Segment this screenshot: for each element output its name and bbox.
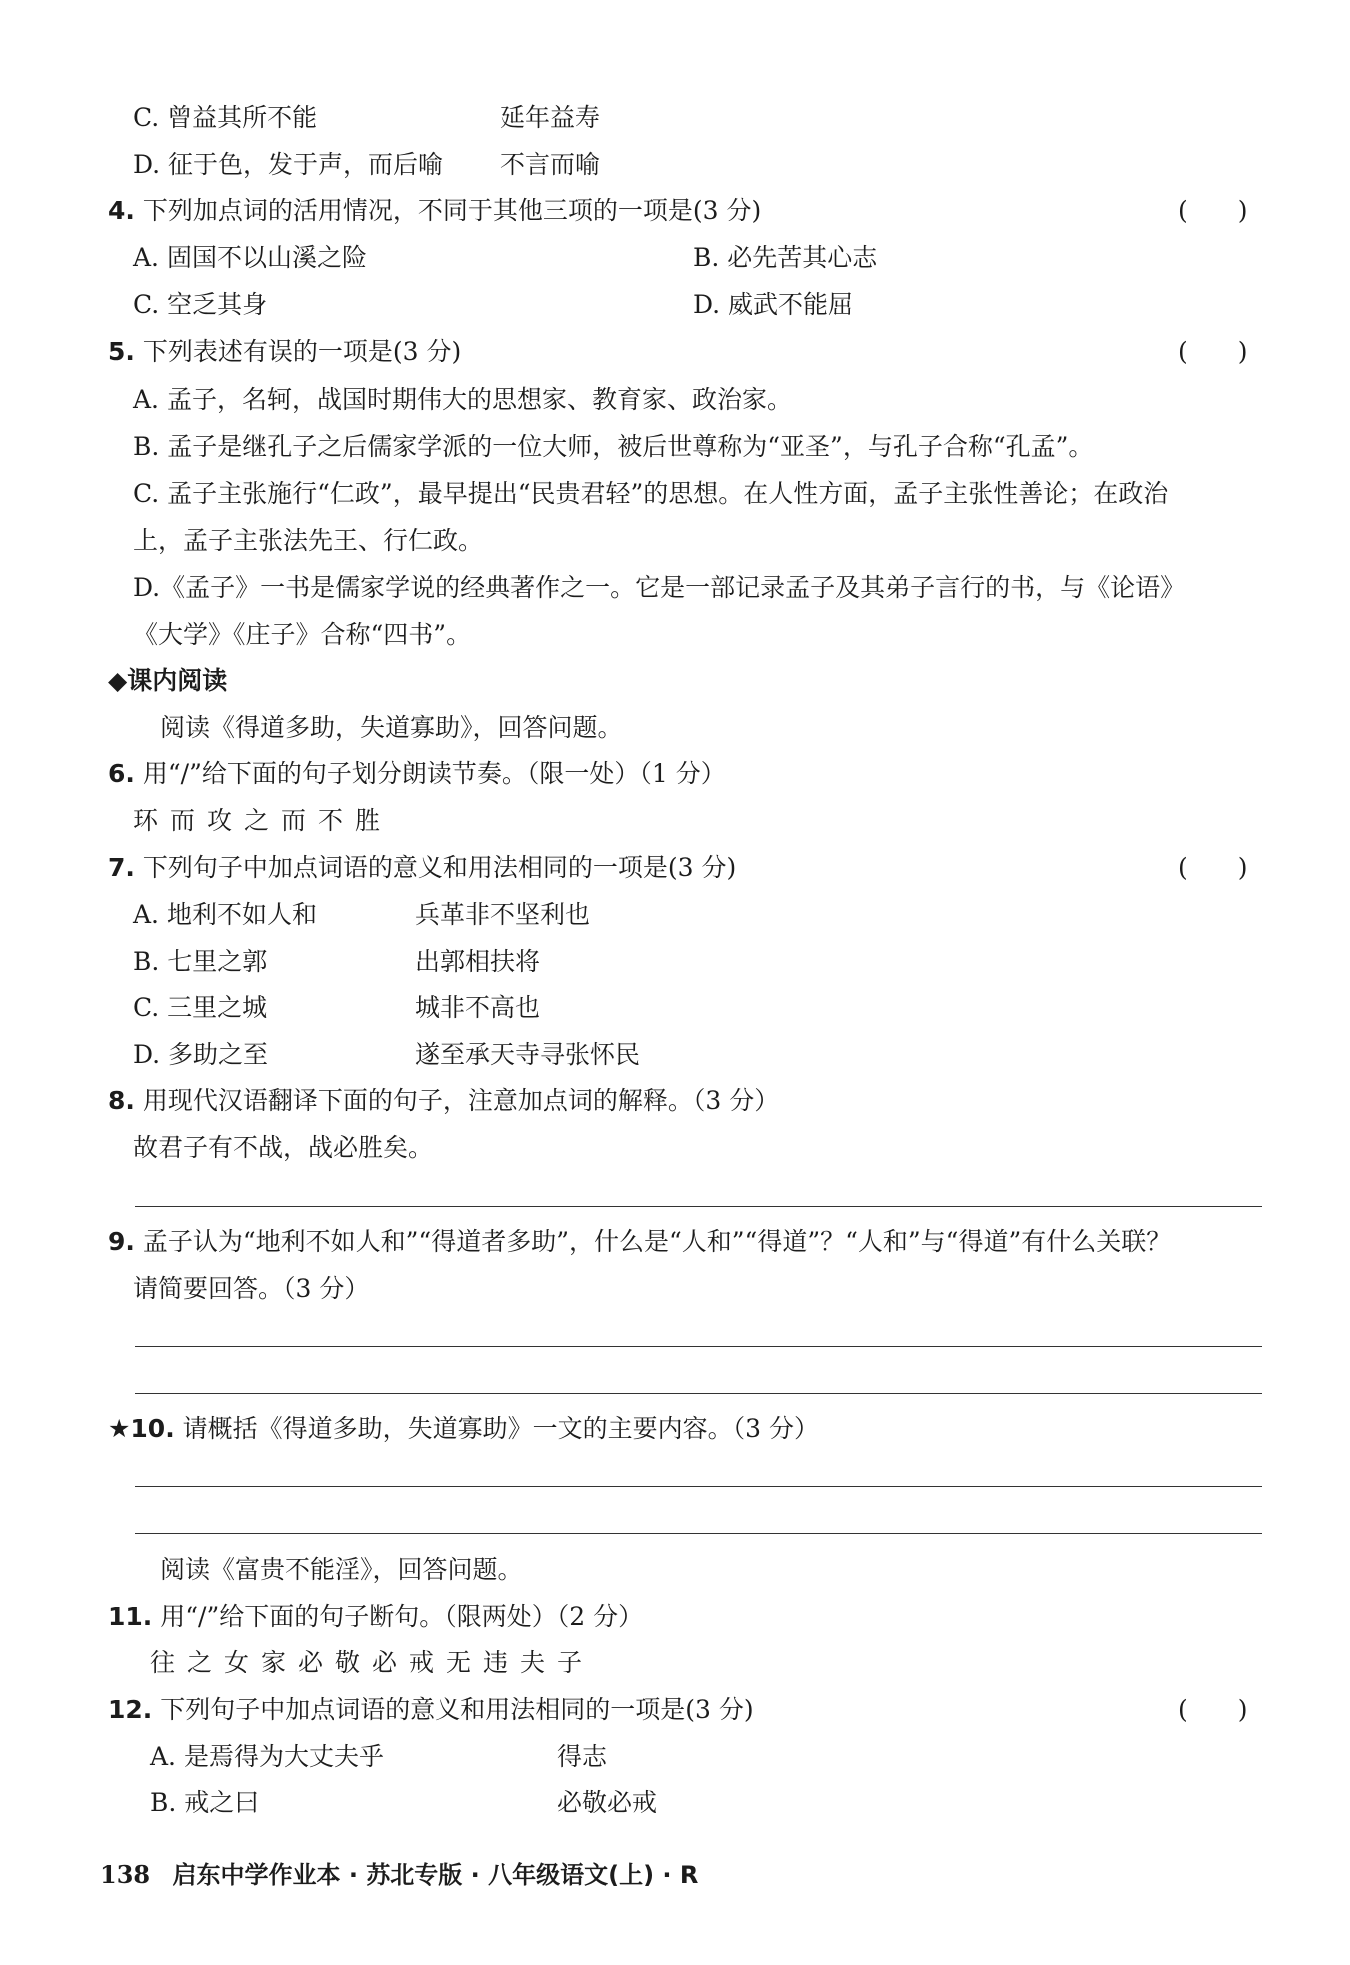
q12-option-a-compare: 得志: [557, 1742, 608, 1771]
q4-answer-paren[interactable]: ( ): [1178, 196, 1248, 225]
q9-stem-text: 孟子认为“地利不如人和”“得道者多助”，什么是“人和”“得道”？“人和”与“得道”有什么关联？: [142, 1227, 1172, 1256]
q9-answer-line-2[interactable]: [135, 1393, 1262, 1394]
page-footer: [100, 1858, 698, 1892]
q10-stem-text: 请概括《得道多助，失道寡助》一文的主要内容。（3 分）: [182, 1414, 820, 1443]
q7-option-a-compare: 兵革非不坚利也: [415, 900, 591, 929]
q11-number: 11.: [108, 1602, 153, 1631]
section-title: ◆课内阅读: [108, 666, 228, 695]
q7-number: 7.: [108, 853, 135, 882]
q3-option-d: D. 征于色，发于声，而后喻: [133, 150, 444, 179]
q7-option-b-compare: 出郭相扶将: [415, 947, 541, 976]
q7-stem-text: 下列句子中加点词语的意义和用法相同的一项是(3 分): [142, 853, 737, 882]
q4-stem: [108, 194, 761, 228]
q4-option-d: D. 威武不能屈: [693, 290, 854, 319]
q10-stem: [108, 1412, 819, 1446]
q12-answer-paren[interactable]: ( ): [1178, 1695, 1248, 1724]
q5-option-c-cont: 上，孟子主张法先王、行仁政。: [133, 526, 484, 555]
q7-option-b: B. 七里之郭: [133, 947, 268, 976]
q8-answer-line[interactable]: [135, 1206, 1262, 1207]
q8-sentence: 故君子有不战，战必胜矣。: [133, 1133, 434, 1162]
page-number: 138: [100, 1860, 151, 1889]
q10-number: ★10.: [108, 1414, 175, 1443]
reading-intro-1: 阅读《得道多助，失道寡助》，回答问题。: [160, 713, 623, 742]
q5-option-d: D.《孟子》一书是儒家学说的经典著作之一。它是一部记录孟子及其弟子言行的书，与《论语》: [133, 573, 1186, 602]
q12-stem: [108, 1693, 754, 1727]
q3-option-c: C. 曾益其所不能: [133, 103, 318, 132]
q12-option-b: B. 戒之曰: [150, 1788, 260, 1817]
q5-answer-paren[interactable]: ( ): [1178, 337, 1248, 366]
q4-option-a: A. 固国不以山溪之险: [133, 243, 367, 272]
q8-stem-text: 用现代汉语翻译下面的句子，注意加点词的解释。（3 分）: [142, 1086, 780, 1115]
q7-stem: [108, 851, 736, 885]
q11-stem-text: 用“/”给下面的句子断句。（限两处）（2 分）: [160, 1602, 644, 1631]
q5-stem: [108, 335, 461, 369]
q6-number: 6.: [108, 759, 135, 788]
q3-option-c-compare: 延年益寿: [500, 103, 601, 132]
q8-number: 8.: [108, 1086, 135, 1115]
q11-stem: [108, 1600, 643, 1634]
q4-option-b: B. 必先苦其心志: [693, 243, 878, 272]
q7-option-a: A. 地利不如人和: [133, 900, 317, 929]
q7-option-d: D. 多助之至: [133, 1040, 269, 1069]
q12-option-b-compare: 必敬必戒: [557, 1788, 658, 1817]
q6-sentence: 环而攻之而不胜: [133, 806, 393, 835]
book-title: 启东中学作业本 · 苏北专版 · 八年级语文(上) · R: [172, 1861, 699, 1889]
q9-stem-cont: 请简要回答。（3 分）: [133, 1274, 370, 1303]
q5-option-a: A. 孟子，名轲，战国时期伟大的思想家、教育家、政治家。: [133, 385, 792, 414]
q6-stem-text: 用“/”给下面的句子划分朗读节奏。（限一处）（1 分）: [142, 759, 726, 788]
q5-stem-text: 下列表述有误的一项是(3 分): [142, 337, 462, 366]
q5-option-b: B. 孟子是继孔子之后儒家学派的一位大师，被后世尊称为“亚圣”，与孔子合称“孔孟”。: [133, 432, 1094, 461]
q9-stem: [108, 1225, 1171, 1259]
q4-stem-text: 下列加点词的活用情况，不同于其他三项的一项是(3 分): [142, 196, 762, 225]
q12-option-a: A. 是焉得为大丈夫乎: [150, 1742, 384, 1771]
reading-intro-2: 阅读《富贵不能淫》，回答问题。: [160, 1555, 523, 1584]
q7-option-c: C. 三里之城: [133, 993, 268, 1022]
q12-stem-text: 下列句子中加点词语的意义和用法相同的一项是(3 分): [160, 1695, 754, 1724]
q7-answer-paren[interactable]: ( ): [1178, 853, 1248, 882]
q10-answer-line-2[interactable]: [135, 1533, 1262, 1534]
q9-number: 9.: [108, 1227, 135, 1256]
q11-sentence: 往之女家必敬必戒无违夫子: [150, 1648, 595, 1677]
q6-stem: [108, 757, 726, 791]
q10-answer-line-1[interactable]: [135, 1486, 1262, 1487]
q5-number: 5.: [108, 337, 135, 366]
q7-option-c-compare: 城非不高也: [415, 993, 541, 1022]
q5-option-d-cont: 《大学》《庄子》合称“四书”。: [133, 620, 472, 649]
q4-number: 4.: [108, 196, 135, 225]
q4-option-c: C. 空乏其身: [133, 290, 268, 319]
q3-option-d-compare: 不言而喻: [500, 150, 601, 179]
q9-answer-line-1[interactable]: [135, 1346, 1262, 1347]
q8-stem: [108, 1084, 779, 1118]
q5-option-c: C. 孟子主张施行“仁政”，最早提出“民贵君轻”的思想。在人性方面，孟子主张性善论；在政治: [133, 479, 1169, 508]
q7-option-d-compare: 遂至承天寺寻张怀民: [415, 1040, 641, 1069]
q12-number: 12.: [108, 1695, 153, 1724]
